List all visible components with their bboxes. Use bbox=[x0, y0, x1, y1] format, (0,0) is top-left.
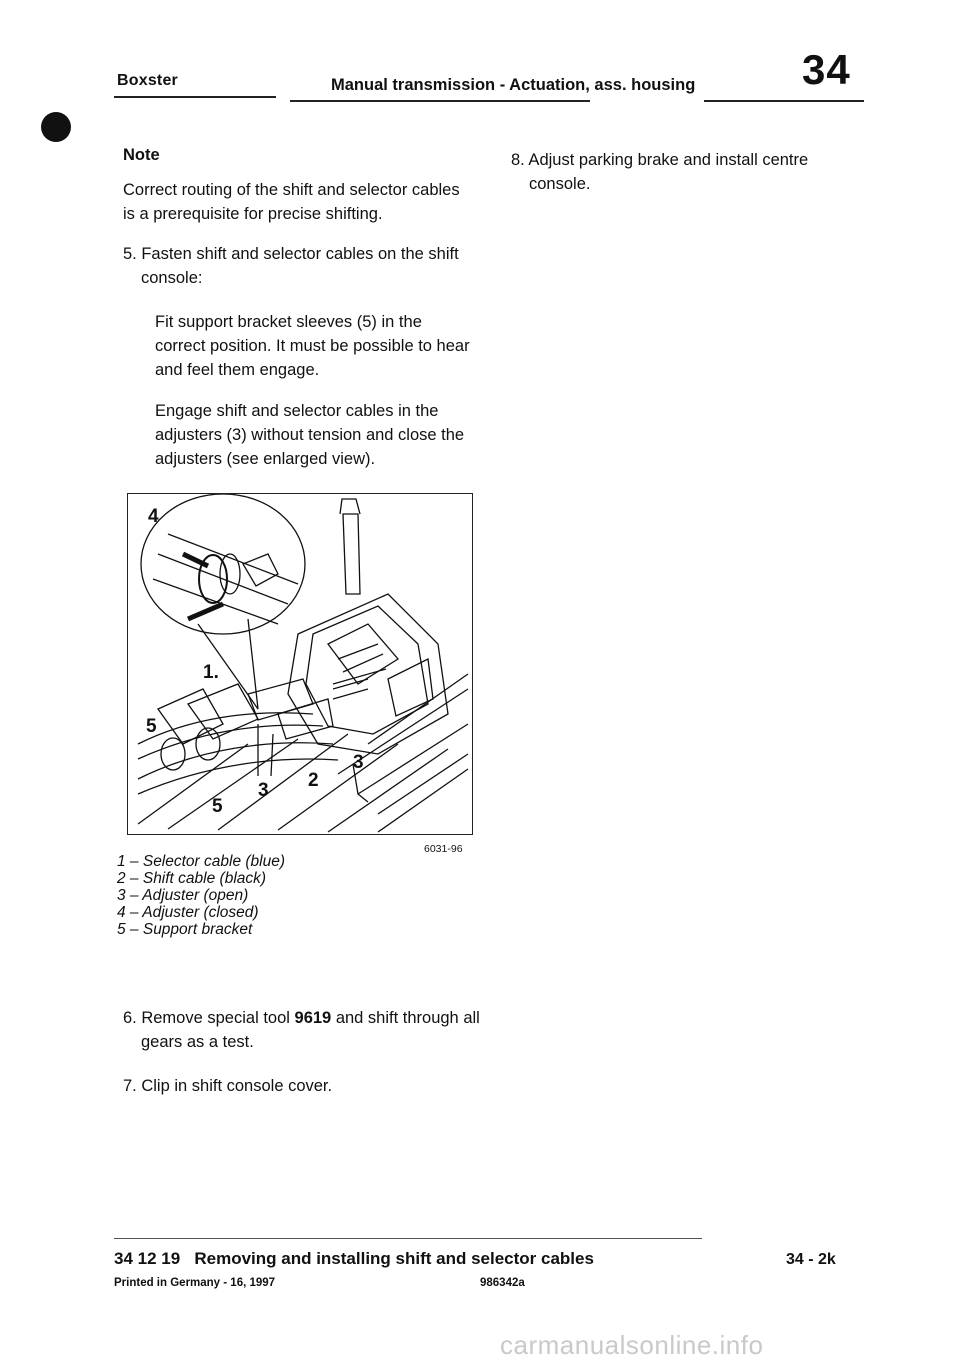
legend-item: 3 – Adjuster (open) bbox=[117, 887, 249, 904]
note-text: Correct routing of the shift and selector cables is a prerequisite for precise shifting. bbox=[123, 181, 460, 223]
header-rule-right bbox=[704, 100, 864, 102]
header-title: Manual transmission - Actuation, ass. housing bbox=[331, 76, 696, 94]
header-model: Boxster bbox=[117, 72, 178, 89]
header-rule-middle bbox=[290, 100, 590, 102]
header-chapter-number: 34 bbox=[802, 46, 851, 93]
shift-console-illustration bbox=[127, 493, 473, 835]
step-6-tool-number: 9619 bbox=[294, 1009, 332, 1027]
callout-1: 1. bbox=[203, 662, 219, 683]
watermark-link[interactable]: carmanualsonline.info bbox=[500, 1330, 764, 1360]
step-6-prefix: 6. Remove special tool bbox=[123, 1009, 295, 1027]
callout-5-left: 5 bbox=[146, 716, 157, 737]
note-heading: Note bbox=[123, 146, 160, 164]
shift-console-drawing bbox=[128, 494, 472, 834]
step-6 bbox=[123, 1006, 481, 1054]
step-8: 8. Adjust parking brake and install centre console. bbox=[511, 151, 809, 193]
figure-legend bbox=[117, 853, 285, 938]
callout-3-right: 3 bbox=[353, 752, 364, 773]
step-7: 7. Clip in shift console cover. bbox=[123, 1077, 333, 1095]
footer-document-code: 986342a bbox=[480, 1277, 525, 1289]
punch-hole-dot bbox=[41, 112, 71, 142]
legend-item: 5 – Support bracket bbox=[117, 921, 253, 938]
header-rule-left bbox=[114, 96, 276, 98]
footer-rule bbox=[114, 1238, 702, 1239]
callout-5-bottom: 5 bbox=[212, 796, 223, 817]
step-5-sub-1: Fit support bracket sleeves (5) in the correct position. It must be possible to hear and feel them engage. bbox=[155, 313, 470, 379]
legend-item: 4 – Adjuster (closed) bbox=[117, 904, 259, 921]
callout-4: 4 bbox=[148, 506, 159, 527]
footer-printed-info: Printed in Germany - 16, 1997 bbox=[114, 1277, 276, 1289]
step-6-suffix: and shift through all gears as a test. bbox=[141, 1009, 480, 1051]
step-5: 5. Fasten shift and selector cables on the shift console: bbox=[123, 245, 459, 287]
step-5-sub-2: Engage shift and selector cables in the adjusters (3) without tension and close the adjusters (see enlarged view). bbox=[155, 402, 465, 468]
callout-2: 2 bbox=[308, 770, 319, 791]
figure-reference: 6031-96 bbox=[424, 843, 463, 855]
footer-page-number: 34 - 2k bbox=[786, 1251, 836, 1268]
legend-item: 1 – Selector cable (blue) bbox=[117, 853, 286, 870]
footer-section-title: 34 12 19 Removing and installing shift and selector cables bbox=[114, 1249, 594, 1268]
legend-item: 2 – Shift cable (black) bbox=[117, 870, 267, 887]
callout-3-left: 3 bbox=[258, 780, 269, 801]
